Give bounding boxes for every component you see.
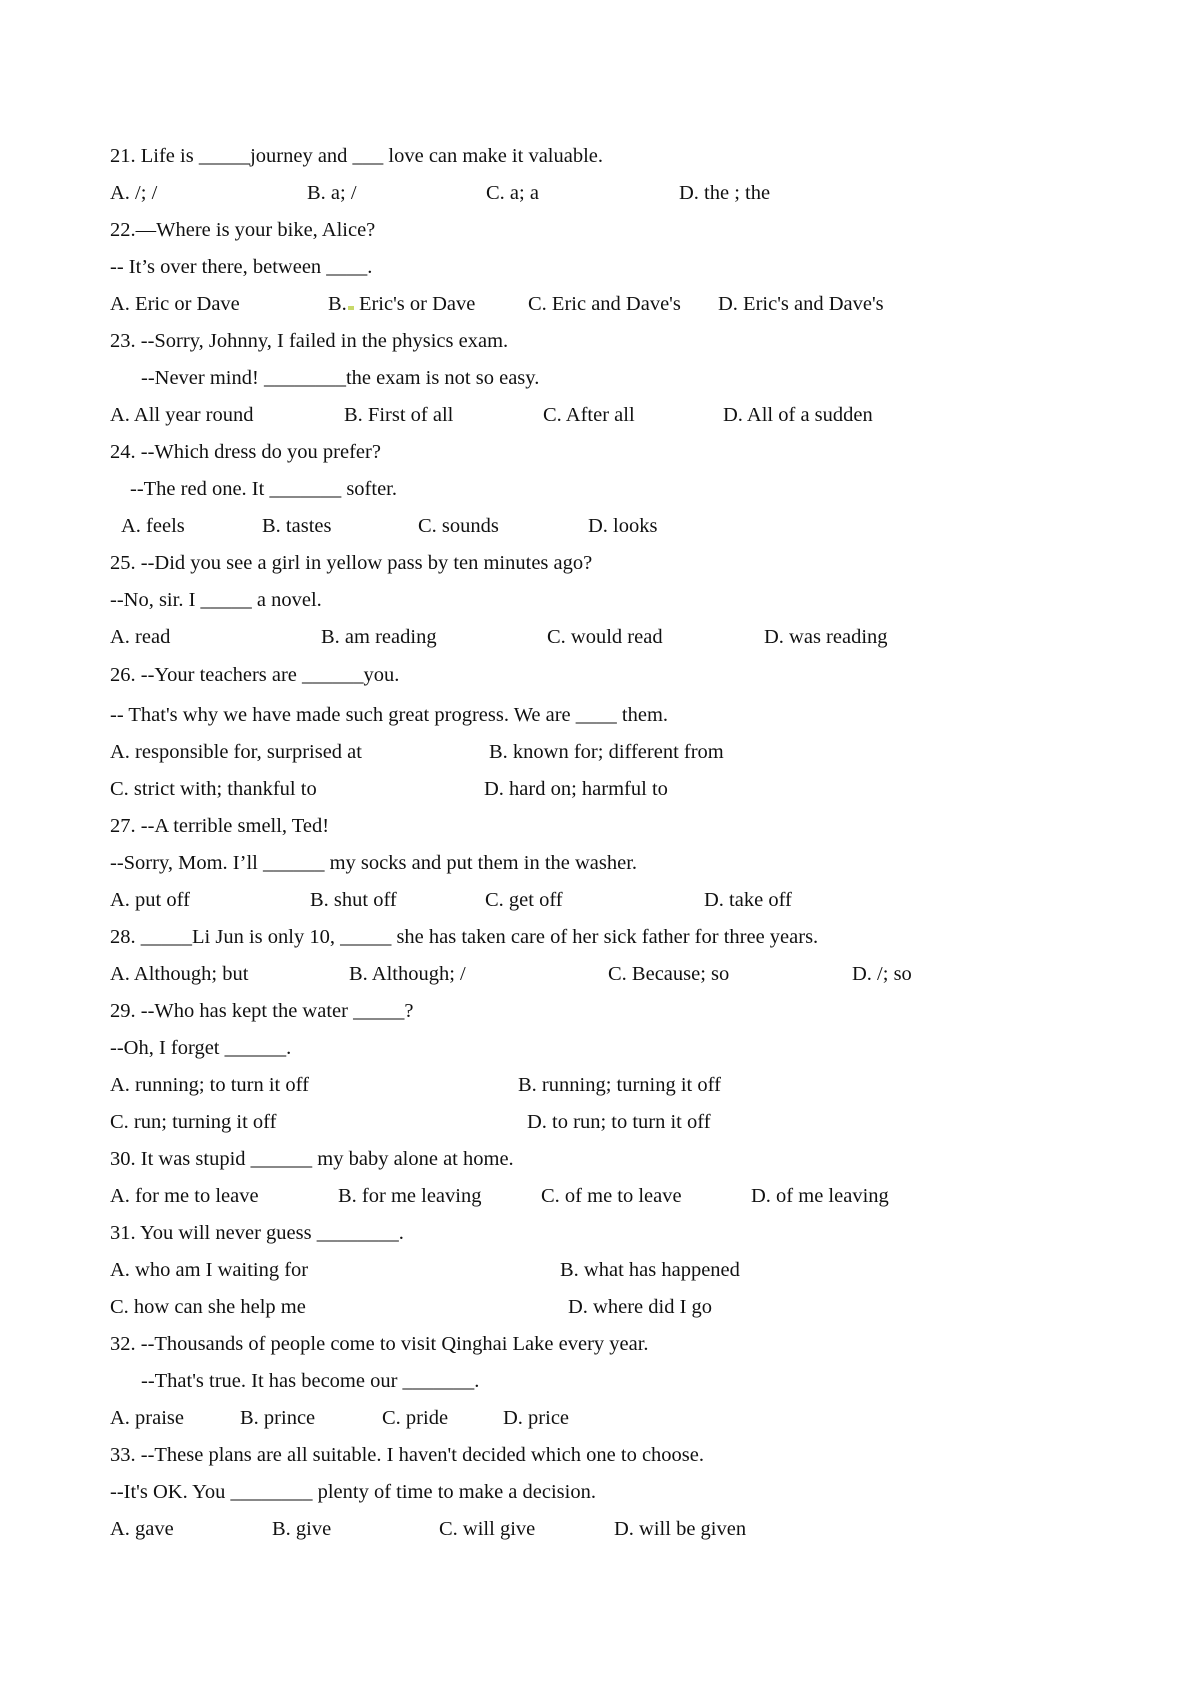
option-b: B. running; turning it off: [518, 1074, 721, 1096]
option-c: C. pride: [382, 1407, 449, 1429]
option-c: C. After all: [543, 404, 635, 426]
option-d: D. was reading: [764, 626, 888, 648]
option-a: A. Eric or Dave: [110, 293, 240, 315]
dialogue-line: --Sorry, Mom. I’ll ______ my socks and put them in the washer.: [110, 852, 638, 874]
option-b: B. prince: [240, 1407, 316, 1429]
option-d: D. price: [503, 1407, 570, 1429]
option-b: B. First of all: [344, 404, 454, 426]
question-stem: 23. --Sorry, Johnny, I failed in the physics exam.: [110, 330, 509, 352]
option-c: C. will give: [439, 1518, 536, 1540]
question-stem: 33. --These plans are all suitable. I haven't decided which one to choose.: [110, 1444, 704, 1466]
option-a: A. praise: [110, 1407, 185, 1429]
dialogue-line: -- It’s over there, between ____.: [110, 256, 373, 278]
dialogue-line: --Oh, I forget ______.: [110, 1037, 292, 1059]
option-a: A. running; to turn it off: [110, 1074, 309, 1096]
dialogue-line: --The red one. It _______ softer.: [130, 478, 397, 500]
option-c: C. strict with; thankful to: [110, 778, 317, 800]
option-c: C. would read: [547, 626, 663, 648]
question-stem: 27. --A terrible smell, Ted!: [110, 815, 330, 837]
option-a: A. feels: [121, 515, 185, 537]
option-c: C. get off: [485, 889, 563, 911]
option-c: C. run; turning it off: [110, 1111, 277, 1133]
option-d: D. /; so: [852, 963, 912, 985]
option-b: B. am reading: [321, 626, 437, 648]
option-b: B. a; /: [307, 182, 357, 204]
question-stem: 26. --Your teachers are ______you.: [110, 664, 400, 686]
option-b: B. what has happened: [560, 1259, 740, 1281]
option-d: D. to run; to turn it off: [527, 1111, 711, 1133]
question-stem: 31. You will never guess ________.: [110, 1222, 404, 1244]
option-b: B. give: [272, 1518, 332, 1540]
option-d: D. will be given: [614, 1518, 747, 1540]
option-a: A. gave: [110, 1518, 174, 1540]
option-d: D. All of a sudden: [723, 404, 873, 426]
dialogue-line: --That's true. It has become our _______.: [141, 1370, 480, 1392]
option-d: D. hard on; harmful to: [484, 778, 668, 800]
dialogue-line: --No, sir. I _____ a novel.: [110, 589, 322, 611]
option-c: C. sounds: [418, 515, 499, 537]
question-stem: 30. It was stupid ______ my baby alone at home.: [110, 1148, 514, 1170]
option-a: A. All year round: [110, 404, 254, 426]
option-a: A. read: [110, 626, 171, 648]
question-stem: 22.—Where is your bike, Alice?: [110, 219, 376, 241]
question-stem: 28. _____Li Jun is only 10, _____ she has taken care of her sick father for three years.: [110, 926, 819, 948]
option-b: B. known for; different from: [489, 741, 724, 763]
option-c: C. of me to leave: [541, 1185, 682, 1207]
option-c: C. a; a: [486, 182, 539, 204]
question-stem: 21. Life is _____journey and ___ love can make it valuable.: [110, 145, 604, 167]
dialogue-line: -- That's why we have made such great progress. We are ____ them.: [110, 704, 669, 726]
option-b-letter: B.: [328, 293, 347, 315]
option-a: A. who am I waiting for: [110, 1259, 309, 1281]
option-a: A. put off: [110, 889, 190, 911]
option-b: B. tastes: [262, 515, 332, 537]
option-c: C. how can she help me: [110, 1296, 306, 1318]
highlight-mark: [348, 306, 354, 310]
option-c: C. Eric and Dave's: [528, 293, 681, 315]
option-d: D. Eric's and Dave's: [718, 293, 884, 315]
option-a: A. responsible for, surprised at: [110, 741, 362, 763]
dialogue-line: --Never mind! ________the exam is not so easy.: [141, 367, 540, 389]
option-b: B. Although; /: [349, 963, 466, 985]
option-d: D. take off: [704, 889, 792, 911]
option-b: B. shut off: [310, 889, 397, 911]
question-stem: 32. --Thousands of people come to visit Qinghai Lake every year.: [110, 1333, 649, 1355]
option-d: D. looks: [588, 515, 658, 537]
option-b: [328, 292, 475, 316]
option-d: D. the ; the: [679, 182, 771, 204]
question-stem: 24. --Which dress do you prefer?: [110, 441, 381, 463]
question-stem: 29. --Who has kept the water _____?: [110, 1000, 414, 1022]
option-b: B. for me leaving: [338, 1185, 482, 1207]
option-b-text: Eric's or Dave: [358, 293, 476, 315]
option-d: D. of me leaving: [751, 1185, 889, 1207]
option-c: C. Because; so: [608, 963, 730, 985]
dialogue-line: --It's OK. You ________ plenty of time to make a decision.: [110, 1481, 596, 1503]
question-stem: 25. --Did you see a girl in yellow pass by ten minutes ago?: [110, 552, 593, 574]
option-d: D. where did I go: [568, 1296, 713, 1318]
option-a: A. Although; but: [110, 963, 249, 985]
option-a: A. for me to leave: [110, 1185, 259, 1207]
option-a: A. /; /: [110, 182, 158, 204]
